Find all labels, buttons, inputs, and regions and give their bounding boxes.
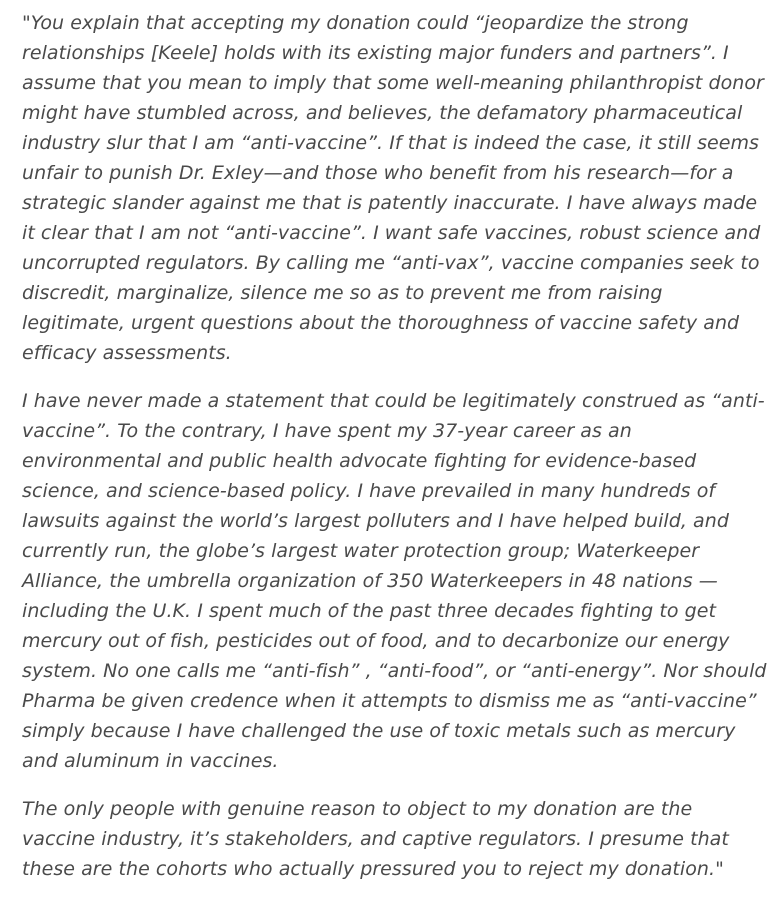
paragraph-1: "You explain that accepting my donation could “jeopardize the strong relationships [Keele] holds with its existing major funders and partners”. I assume that you mean to imply that some well-meaning philanthropist donor might have stumbled across, and believes, the defamatory pharmaceutical industry slur that I am “anti-vaccine”. If that is indeed the case, it still seems unfair to punish Dr. Exley—and those who benefit from his research—for a strategic slander against me that is patently inaccurate. I have always made it clear that I am not “anti-vaccine”. I want safe vaccines, robust science and uncorrupted regulators. By calling me “anti-vax”, vaccine companies seek to discredit, marginalize, silence me so as to prevent me from raising legitimate, urgent questions about the thoroughness of vaccine safety and efficacy assessments.: [22, 12, 764, 364]
paragraph-2: I have never made a statement that could be legitimately construed as “anti-vaccine”. To the contrary, I have spent my 37-year career as an environmental and public health advocate fighting for evidence-based science, and science-based policy. I have prevailed in many hundreds of lawsuits against the world’s largest polluters and I have helped build, and currently run, the globe’s largest water protection group; Waterkeeper Alliance, the umbrella organization of 350 Waterkeepers in 48 nations —including the U.K. I spent much of the past three decades fighting to get mercury out of fish, pesticides out of food, and to decarbonize our energy system. No one calls me “anti-fish” , “anti-food”, or “anti-energy”. Nor should Pharma be given credence when it attempts to dismiss me as “anti-vaccine” simply because I have challenged the use of toxic metals such as mercury and aluminum in vaccines.: [22, 390, 767, 772]
paragraph-3: The only people with genuine reason to object to my donation are the vaccine industry, it’s stakeholders, and captive regulators. I presume that these are the cohorts who actually pressured you to reject my donation.": [22, 798, 729, 880]
